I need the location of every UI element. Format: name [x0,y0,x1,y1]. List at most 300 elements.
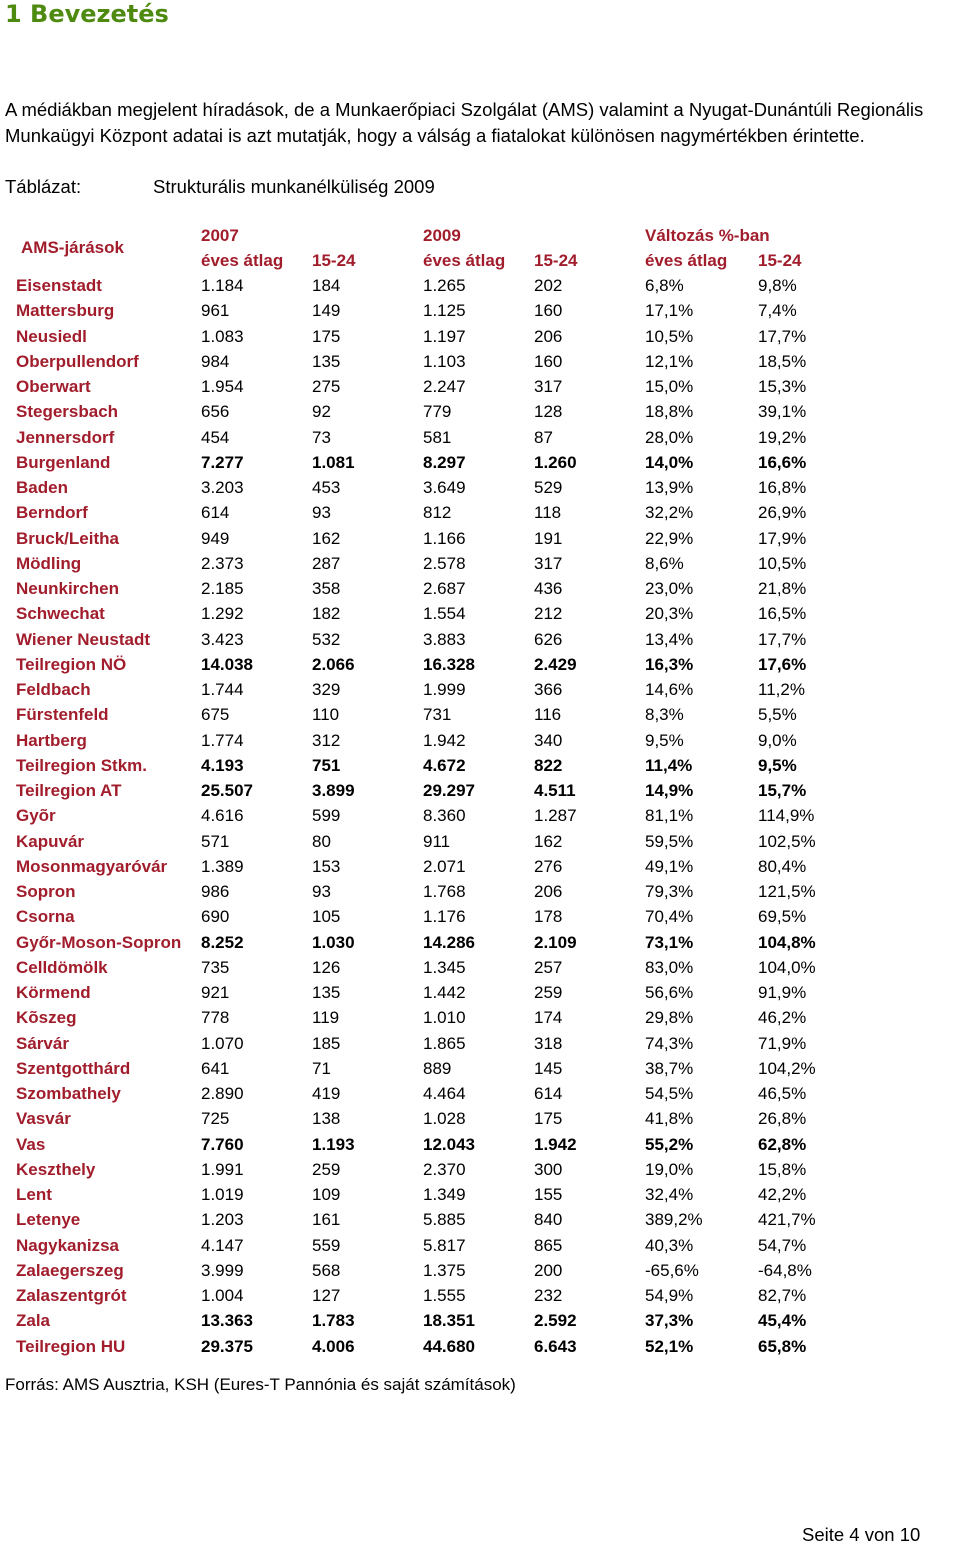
table-cell: 1.193 [312,1135,355,1154]
table-cell: 4.193 [201,756,244,775]
table-cell: 80,4% [758,857,807,876]
table-cell: 38,7% [645,1059,694,1078]
table-cell: 15,8% [758,1160,807,1179]
table-cell: 1.260 [534,453,577,472]
table-cell: 1.865 [423,1034,466,1053]
table-cell: 1.942 [423,731,466,750]
table-cell: 4.616 [201,806,244,825]
table-cell: 4.511 [534,781,576,800]
row-label: Oberwart [16,377,91,396]
row-label: Feldbach [16,680,91,699]
table-cell: 453 [312,478,341,497]
table-cell: 6,8% [645,276,684,295]
row-label: Sárvár [16,1034,69,1053]
group-header-2009: 2009 [423,226,461,245]
row-label: Fürstenfeld [16,705,109,724]
row-label: Zalaegerszeg [16,1261,124,1280]
table-cell: 1.030 [312,933,355,952]
table-cell: 40,3% [645,1236,694,1255]
row-label: Keszthely [16,1160,96,1179]
table-cell: 1.103 [423,352,466,371]
table-cell: 202 [534,276,563,295]
table-cell: 104,2% [758,1059,816,1078]
table-cell: 10,5% [645,327,694,346]
table-cell: 641 [201,1059,230,1078]
table-cell: 109 [312,1185,341,1204]
table-cell: 2.373 [201,554,244,573]
table-cell: 3.203 [201,478,244,497]
table-cell: 276 [534,857,563,876]
table-cell: 656 [201,402,230,421]
table-cell: 11,4% [645,756,693,775]
group-header-2007: 2007 [201,226,239,245]
table-cell: 83,0% [645,958,694,977]
table-cell: 46,2% [758,1008,807,1027]
table-cell: 16,5% [758,604,807,623]
table-cell: 49,1% [645,857,694,876]
table-cell: 16,3% [645,655,694,674]
table-cell: 200 [534,1261,563,1280]
table-cell: 65,8% [758,1337,807,1356]
table-cell: 26,8% [758,1109,807,1128]
row-label: Kõszeg [16,1008,77,1027]
table-cell: 2.247 [423,377,466,396]
table-cell: 105 [312,907,341,926]
table-cell: 287 [312,554,341,573]
table-cell: 1.197 [423,327,466,346]
row-label: Nagykanizsa [16,1236,119,1255]
table-cell: 865 [534,1236,563,1255]
table-cell: 3.649 [423,478,466,497]
table-cell: 56,6% [645,983,694,1002]
table-cell: 161 [312,1210,341,1229]
table-cell: 55,2% [645,1135,694,1154]
table-cell: 8,6% [645,554,684,573]
table-cell: 1.010 [423,1008,466,1027]
table-cell: 1.083 [201,327,244,346]
table-cell: 54,9% [645,1286,694,1305]
table-cell: 17,9% [758,529,807,548]
table-cell: 911 [423,832,451,851]
table-cell: 184 [312,276,341,295]
table-cell: 1.070 [201,1034,244,1053]
table-cell: 8.252 [201,933,244,952]
row-label: Bruck/Leitha [16,529,119,548]
table-cell: 2.592 [534,1311,577,1330]
table-cell: 1.345 [423,958,466,977]
table-cell: 59,5% [645,832,694,851]
table-cell: 45,4% [758,1311,807,1330]
table-cell: 102,5% [758,832,816,851]
table-cell: 18,5% [758,352,807,371]
table-cell: 312 [312,731,341,750]
table-cell: 22,9% [645,529,694,548]
table-cell: 14.038 [201,655,253,674]
table-cell: 62,8% [758,1135,807,1154]
table-cell: 182 [312,604,341,623]
row-label: Stegersbach [16,402,119,421]
table-cell: 10,5% [758,554,807,573]
table-cell: 19,2% [758,428,807,447]
row-label: Zalaszentgrót [16,1286,127,1305]
table-cell: 153 [312,857,341,876]
row-label: Mödling [16,554,82,573]
table-cell: 32,2% [645,503,694,522]
table-cell: 568 [312,1261,341,1280]
table-cell: 11,2% [758,680,805,699]
table-cell: 191 [534,529,563,548]
table-cell: 17,7% [758,630,807,649]
table-cell: 145 [534,1059,563,1078]
table-cell: 4.147 [201,1236,244,1255]
table-cell: 1.349 [423,1185,466,1204]
table-cell: 779 [423,402,452,421]
table-cell: 1.184 [201,276,244,295]
table-cell: 1.081 [312,453,355,472]
table-cell: 812 [423,503,452,522]
table-cell: 23,0% [645,579,694,598]
table-cell: 15,3% [758,377,807,396]
table-cell: 79,3% [645,882,694,901]
table-cell: 1.166 [423,529,466,548]
table-cell: 1.555 [423,1286,466,1305]
table-cell: 1.028 [423,1109,466,1128]
table-cell: 16,6% [758,453,807,472]
table-cell: 28,0% [645,428,694,447]
table-caption-title: Strukturális munkanélküliség 2009 [153,176,435,197]
table-cell: 37,3% [645,1311,694,1330]
table-cell: 206 [534,882,563,901]
table-cell: 14.286 [423,933,475,952]
table-cell: 9,5% [645,731,684,750]
table-cell: 2.687 [423,579,466,598]
table-cell: 581 [423,428,452,447]
row-label: Wiener Neustadt [16,630,150,649]
row-label: Vas [16,1135,46,1154]
table-cell: 614 [534,1084,563,1103]
table-cell: 9,0% [758,731,797,750]
table-cell: 389,2% [645,1210,703,1229]
row-label: Neunkirchen [16,579,119,598]
row-label: Baden [16,478,68,497]
table-cell: 29.375 [201,1337,253,1356]
table-cell: 54,7% [758,1236,807,1255]
intro-paragraph: A médiákban megjelent híradások, de a Munkaerőpiaci Szolgálat (AMS) valamint a Nyugat-Dunántúli Regionális Munkaügyi Központ adatai is azt mutatják, hogy a válság a fiatalokat különösen nagymértékben érintette. [5,99,924,146]
table-cell: 92 [312,402,331,421]
row-label: Teilregion HU [16,1337,126,1356]
table-cell: 178 [534,907,563,926]
table-cell: 160 [534,301,563,320]
table-cell: 81,1% [645,806,694,825]
table-cell: 9,5% [758,756,797,775]
row-label: Jennersdorf [16,428,115,447]
table-cell: 1.442 [423,983,466,1002]
table-cell: 93 [312,882,331,901]
table-cell: 675 [201,705,230,724]
table-cell: 7,4% [758,301,797,320]
table-cell: 42,2% [758,1185,807,1204]
table-cell: 949 [201,529,230,548]
table-cell: 275 [312,377,341,396]
row-label: Zala [16,1311,51,1330]
table-cell: 921 [201,983,230,1002]
table-cell: 1.768 [423,882,466,901]
table-cell: 126 [312,958,341,977]
row-label: Szentgotthárd [16,1059,131,1078]
table-cell: 114,9% [758,806,815,825]
subheader-annual-avg: éves átlag [201,251,284,270]
table-cell: 71 [312,1059,331,1078]
table-cell: 2.071 [423,857,466,876]
table-cell: 82,7% [758,1286,807,1305]
table-cell: 2.109 [534,933,577,952]
table-cell: 232 [534,1286,563,1305]
table-cell: 127 [312,1286,341,1305]
table-cell: 778 [201,1008,230,1027]
table-cell: 1.292 [201,604,244,623]
table-cell: 41,8% [645,1109,694,1128]
row-label: Burgenland [16,453,111,472]
table-cell: 8.297 [423,453,466,472]
table-cell: 436 [534,579,563,598]
table-cell: 13,9% [645,478,694,497]
table-cell: 174 [534,1008,563,1027]
table-cell: 358 [312,579,341,598]
row-label: Sopron [16,882,76,901]
table-cell: 5.885 [423,1210,466,1229]
table-cell: 614 [201,503,230,522]
table-cell: 317 [534,554,563,573]
table-cell: 731 [423,705,452,724]
table-cell: 104,0% [758,958,816,977]
table-cell: 15,0% [645,377,694,396]
row-label: Mosonmagyaróvár [16,857,168,876]
table-cell: 690 [201,907,230,926]
table-cell: 1.954 [201,377,244,396]
table-cell: 80 [312,832,331,851]
table-cell: 91,9% [758,983,807,1002]
table-cell: 175 [534,1109,563,1128]
table-cell: 160 [534,352,563,371]
row-label: Eisenstadt [16,276,102,295]
table-cell: 626 [534,630,563,649]
table-cell: 961 [201,301,230,320]
table-cell: 116 [534,705,562,724]
table-cell: 9,8% [758,276,797,295]
table-cell: 14,0% [645,453,694,472]
table-cell: 162 [312,529,341,548]
row-label: Körmend [16,983,91,1002]
table-cell: 3.999 [201,1261,244,1280]
table-cell: 93 [312,503,331,522]
row-label: Teilregion NÖ [16,655,127,674]
table-cell: 318 [534,1034,563,1053]
table-cell: 138 [312,1109,341,1128]
table-cell: 1.783 [312,1311,355,1330]
row-label: Kapuvár [16,832,85,851]
table-cell: 259 [534,983,563,1002]
row-label: Gyõr [16,806,56,825]
table-cell: 39,1% [758,402,807,421]
table-cell: 571 [201,832,230,851]
table-cell: 46,5% [758,1084,807,1103]
row-label: Hartberg [16,731,87,750]
table-cell: 73,1% [645,933,694,952]
table-cell: 128 [534,402,563,421]
table-cell: 1.554 [423,604,466,623]
table-cell: 162 [534,832,563,851]
column-header-ams-districts: AMS-járások [21,238,124,257]
table-cell: 3.899 [312,781,355,800]
table-cell: 12.043 [423,1135,475,1154]
table-cell: 175 [312,327,341,346]
table-cell: 17,7% [758,327,807,346]
table-cell: 889 [423,1059,452,1078]
table-cell: 73 [312,428,331,447]
table-cell: -64,8% [758,1261,812,1280]
table-cell: 2.578 [423,554,466,573]
table-cell: 421,7% [758,1210,816,1229]
subheader-annual-avg: éves átlag [645,251,728,270]
table-cell: 185 [312,1034,341,1053]
table-cell: 317 [534,377,563,396]
table-cell: 7.760 [201,1135,244,1154]
table-cell: 18,8% [645,402,694,421]
subheader-15-24: 15-24 [312,251,356,270]
table-cell: 6.643 [534,1337,577,1356]
table-cell: 559 [312,1236,341,1255]
table-cell: 340 [534,731,563,750]
table-cell: 13,4% [645,630,694,649]
table-cell: -65,6% [645,1261,699,1280]
table-cell: 8.360 [423,806,466,825]
table-cell: 212 [534,604,563,623]
table-cell: 2.185 [201,579,244,598]
table-cell: 20,3% [645,604,694,623]
table-cell: 87 [534,428,553,447]
table-cell: 1.389 [201,857,244,876]
table-cell: 21,8% [758,579,807,598]
table-cell: 71,9% [758,1034,807,1053]
row-label: Berndorf [16,503,88,522]
table-cell: 149 [312,301,341,320]
row-label: Oberpullendorf [16,352,139,371]
row-label: Celldömölk [16,958,108,977]
table-cell: 29,8% [645,1008,694,1027]
table-cell: 3.423 [201,630,244,649]
table-cell: 2.429 [534,655,577,674]
table-cell: 1.942 [534,1135,577,1154]
table-cell: 1.375 [423,1261,466,1280]
subheader-15-24: 15-24 [534,251,578,270]
table-cell: 121,5% [758,882,816,901]
row-label: Teilregion AT [16,781,122,800]
table-cell: 16.328 [423,655,475,674]
table-cell: 7.277 [201,453,244,472]
table-cell: 4.006 [312,1337,355,1356]
table-cell: 2.890 [201,1084,244,1103]
row-label: Szombathely [16,1084,121,1103]
table-cell: 3.883 [423,630,466,649]
table-cell: 12,1% [645,352,694,371]
table-cell: 529 [534,478,563,497]
table-cell: 119 [312,1008,340,1027]
subheader-annual-avg: éves átlag [423,251,506,270]
table-cell: 110 [312,705,340,724]
table-cell: 15,7% [758,781,807,800]
section-heading: 1 Bevezetés [5,0,169,28]
table-cell: 4.464 [423,1084,466,1103]
table-cell: 840 [534,1210,563,1229]
row-label: Schwechat [16,604,105,623]
table-cell: 2.370 [423,1160,466,1179]
row-label: Letenye [16,1210,81,1229]
table-cell: 300 [534,1160,563,1179]
table-cell: 29.297 [423,781,475,800]
table-cell: 1.287 [534,806,577,825]
table-cell: 822 [534,756,563,775]
table-cell: 26,9% [758,503,807,522]
table-cell: 19,0% [645,1160,694,1179]
table-cell: 5.817 [423,1236,466,1255]
table-cell: 8,3% [645,705,684,724]
table-cell: 725 [201,1109,230,1128]
table-cell: 5,5% [758,705,797,724]
table-cell: 532 [312,630,341,649]
table-cell: 1.744 [201,680,244,699]
table-cell: 16,8% [758,478,807,497]
table-cell: 751 [312,756,341,775]
table-cell: 17,6% [758,655,807,674]
row-label: Teilregion Stkm. [16,756,147,775]
table-cell: 155 [534,1185,563,1204]
table-cell: 259 [312,1160,341,1179]
table-cell: 13.363 [201,1311,253,1330]
table-cell: 54,5% [645,1084,694,1103]
table-cell: 419 [312,1084,341,1103]
row-label: Neusiedl [16,327,87,346]
table-caption-label: Táblázat: [5,176,82,197]
table-cell: 1.265 [423,276,466,295]
table-cell: 69,5% [758,907,807,926]
table-cell: 366 [534,680,563,699]
source-note: Forrás: AMS Ausztria, KSH (Eures-T Pannónia és saját számítások) [5,1375,516,1394]
table-cell: 118 [534,503,562,522]
row-label: Mattersburg [16,301,115,320]
table-cell: 135 [312,352,341,371]
row-label: Vasvár [16,1109,71,1128]
table-cell: 74,3% [645,1034,694,1053]
table-cell: 1.999 [423,680,466,699]
table-cell: 18.351 [423,1311,475,1330]
table-cell: 1.004 [201,1286,244,1305]
table-cell: 44.680 [423,1337,475,1356]
table-cell: 1.176 [423,907,466,926]
table-cell: 104,8% [758,933,816,952]
table-cell: 1.125 [423,301,466,320]
table-cell: 1.774 [201,731,244,750]
group-header-change: Változás %-ban [645,226,770,245]
table-cell: 17,1% [645,301,694,320]
table-cell: 206 [534,327,563,346]
subheader-15-24: 15-24 [758,251,802,270]
table-cell: 986 [201,882,230,901]
table-cell: 25.507 [201,781,253,800]
table-cell: 454 [201,428,230,447]
table-cell: 70,4% [645,907,694,926]
table-cell: 52,1% [645,1337,694,1356]
table-cell: 599 [312,806,341,825]
